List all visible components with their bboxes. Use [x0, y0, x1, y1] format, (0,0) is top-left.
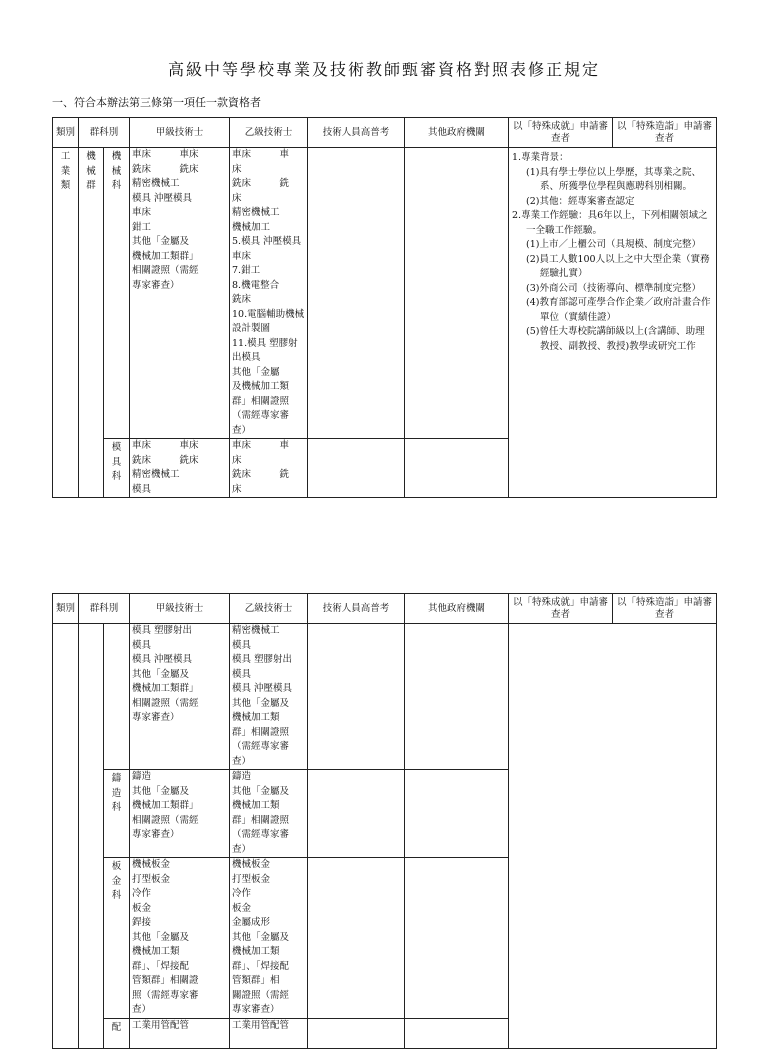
header-grade-b: 乙級技術士 [230, 594, 308, 624]
table-row [53, 148, 717, 439]
header-grade-a: 甲級技術士 [130, 118, 230, 148]
achievement-item: (2)其他：經專案審查認定 [526, 195, 635, 207]
dept-cell: 板 金 科 [104, 858, 130, 1019]
header-row [53, 594, 717, 624]
exam-cell [308, 1018, 405, 1048]
grade-b-cell: 鑄造 其他「金屬及 機械加工類 群」相關證照 （需經專家審 查） [230, 770, 308, 858]
achievement-item: (1)上市／上櫃公司（具規模、制度完整） [526, 239, 701, 250]
exam-cell [308, 148, 405, 439]
other-gov-cell [405, 770, 509, 858]
achievement-item: (3)外商公司（技術導向、標準制度完整） [526, 282, 701, 294]
group-cell: 機 械 群 [79, 148, 104, 498]
header-grade-a: 甲級技術士 [130, 594, 230, 624]
dept-cell [104, 624, 130, 770]
header-group: 群科別 [79, 594, 130, 624]
dept-cell: 模 具 科 [104, 439, 130, 498]
table-row [53, 624, 717, 770]
header-exam: 技術人員高普考 [308, 118, 405, 148]
grade-b-cell: 工業用管配管 [230, 1018, 308, 1048]
grade-a-cell: 機械板金 打型板金 冷作 板金 銲接 其他「金屬及 機械加工類 群」、「焊接配 管類群」相關證 照（需經專家審 查） [130, 858, 230, 1019]
header-special-expertise: 以「特殊造詣」申請審查者 [613, 594, 717, 624]
grade-a-cell: 鑄造 其他「金屬及 機械加工類群」 相關證照（需經 專家審查） [130, 770, 230, 858]
exam-cell [308, 770, 405, 858]
document-title: 高級中等學校專業及技術教師甄審資格對照表修正規定 [167, 60, 600, 79]
special-achievement-cell [509, 624, 717, 1049]
exam-cell [308, 858, 405, 1019]
category-cell: 工 業 類 [53, 148, 79, 498]
achievement-item: (5)曾任大專校院講師級以上(含講師、助理教授、副教授、教授)教學或研究工作 [526, 326, 705, 352]
header-grade-b: 乙級技術士 [230, 118, 308, 148]
grade-b-cell: 機械板金 打型板金 冷作 板金 金屬成形 其他「金屬及 機械加工類 群」、「焊接配 管類群」相 關證照（需經 專家審查） [230, 858, 308, 1019]
header-exam: 技術人員高普考 [308, 594, 405, 624]
other-gov-cell [405, 439, 509, 498]
achievement-item: 2.專業工作經驗：具6年以上，下列相關領域之一全職工作經驗。 [512, 210, 708, 236]
achievement-item: (1)具有學士學位以上學歷，其專業之院、系、所獲學位學程與應聘科別相關。 [526, 166, 701, 192]
exam-cell [308, 439, 405, 498]
grade-a-cell: 模具 塑膠射出 模具 模具 沖壓模具 其他「金屬及 機械加工類群」 相關證照（需經 專家審查） [130, 624, 230, 770]
qualification-table-2 [52, 593, 717, 1049]
other-gov-cell [405, 624, 509, 770]
section-heading: 一、符合本辦法第三條第一項任一款資格者 [52, 96, 261, 109]
dept-cell: 機 械 科 [104, 148, 130, 439]
grade-a-cell: 車床 車床 銑床 銑床 精密機械工 模具 沖壓模具 車床 鉗工 其他「金屬及 機械加工類群」 相關證照（需經 專家審查） [130, 148, 230, 439]
achievement-item: 1.專業背景： [512, 152, 569, 163]
header-group: 群科別 [79, 118, 130, 148]
header-special-achievement: 以「特殊成就」申請審查者 [509, 594, 613, 624]
achievement-item: (2)員工人數100人以上之中大型企業（實務經驗扎實） [526, 253, 710, 279]
exam-cell [308, 624, 405, 770]
other-gov-cell [405, 148, 509, 439]
qualification-table-1 [52, 117, 717, 498]
header-special-achievement: 以「特殊成就」申請審查者 [509, 118, 613, 148]
other-gov-cell [405, 1018, 509, 1048]
grade-a-cell: 工業用管配管 [130, 1018, 230, 1048]
header-row [53, 118, 717, 148]
special-achievement-cell [509, 148, 717, 498]
grade-a-cell: 車床 車床 銑床 銑床 精密機械工 模具 [130, 439, 230, 498]
grade-b-cell: 車床 車 床 銑床 銑 床 [230, 439, 308, 498]
header-other-gov: 其他政府機關 [405, 594, 509, 624]
grade-b-cell: 車床 車 床 銑床 銑 床 精密機械工 機械加工 5.模具 沖壓模具 車床 7.鉗工 8.機電整合 銑床 10.電腦輔助機械 設計製圖 11.模具 塑膠射 出模具 其他「金屬 及機械加工類 群」相關證照 （需經專家審 查） [230, 148, 308, 439]
other-gov-cell [405, 858, 509, 1019]
header-category: 類別 [53, 118, 79, 148]
achievement-item: (4)教育部認可產學合作企業／政府計畫合作單位（實績佳證） [526, 297, 711, 323]
dept-cell: 配 [104, 1018, 130, 1048]
header-special-expertise: 以「特殊造詣」申請審查者 [613, 118, 717, 148]
grade-b-cell: 精密機械工 模具 模具 塑膠射出 模具 模具 沖壓模具 其他「金屬及 機械加工類 群」相關證照 （需經專家審 查） [230, 624, 308, 770]
dept-cell: 鑄 造 科 [104, 770, 130, 858]
category-cell [53, 624, 79, 1049]
header-category: 類別 [53, 594, 79, 624]
header-other-gov: 其他政府機關 [405, 118, 509, 148]
group-cell [79, 624, 104, 1049]
